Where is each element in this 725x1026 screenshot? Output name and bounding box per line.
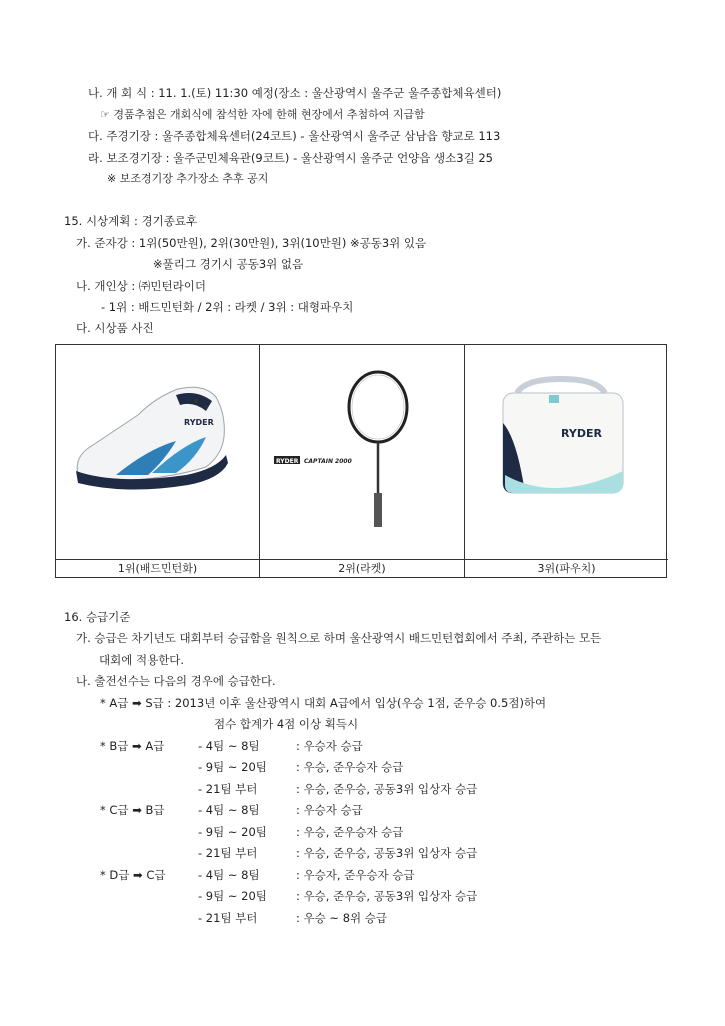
rule: : 우승자 승급	[296, 803, 363, 817]
prize-cell-2	[260, 345, 465, 577]
prize-caption-1: 1위(배드민턴화)	[56, 559, 259, 577]
promotion-rule-1-cont: 대회에 적용한다.	[99, 653, 185, 667]
racket-brand: RYDER	[276, 458, 299, 465]
a-to-s-rule: * A급 ➡ S급 : 2013년 이후 울산광역시 대회 A급에서 입상(우승 1점, 준우승 0.5점)하여	[100, 696, 547, 710]
rule: : 우승자, 준우승자 승급	[296, 868, 415, 882]
individual-prize: 나. 개인상 : ㈜민턴라이더	[76, 279, 206, 293]
range: - 21팀 부터	[198, 782, 258, 796]
prize-money: 가. 준자강 : 1위(50만원), 2위(30만원), 3위(10만원) ※공동3위 있음	[76, 236, 427, 250]
range: - 21팀 부터	[198, 911, 258, 925]
rule: : 우승자 승급	[296, 739, 363, 753]
prize-cell-1	[56, 345, 260, 577]
range: - 4팀 ~ 8팀	[198, 739, 260, 753]
individual-prize-detail: - 1위 : 배드민턴화 / 2위 : 라켓 / 3위 : 대형파우치	[101, 300, 354, 314]
a-to-s-rule-cont: 점수 합계가 4점 이상 획득시	[214, 717, 359, 731]
grade-d-to-c: * D급 ➡ C급	[100, 868, 166, 882]
promotion-rule-2: 나. 출전선수는 다음의 경우에 승급한다.	[76, 674, 276, 688]
rule: : 우승 ~ 8위 승급	[296, 911, 387, 925]
range: - 9팀 ~ 20팀	[198, 760, 267, 774]
sub-venue-note: ※ 보조경기장 추가장소 추후 공지	[107, 172, 269, 185]
prize-photo-table	[55, 344, 667, 578]
lottery-note: ☞ 경품추첨은 개회식에 참석한 자에 한해 현장에서 추첨하여 지급함	[100, 108, 425, 121]
pouch-brand: RYDER	[561, 427, 602, 440]
rule: : 우승, 준우승, 공동3위 입상자 승급	[296, 889, 478, 903]
prize-photo-heading: 다. 시상품 사진	[76, 321, 154, 335]
pouch-image	[465, 345, 668, 559]
prize-caption-3: 3위(파우치)	[465, 559, 668, 577]
sub-venue: 라. 보조경기장 : 울주군민체육관(9코트) - 울산광역시 울주군 언양읍 생소3길 25	[88, 151, 493, 165]
main-venue: 다. 주경기장 : 울주종합체육센터(24코트) - 울산광역시 울주군 삼남읍 향교로 113	[88, 129, 501, 143]
prize-money-note: ※풀리그 경기시 공동3위 없음	[153, 257, 304, 271]
promotion-rule-1: 가. 승급은 차기년도 대회부터 승급함을 원칙으로 하며 울산광역시 배드민턴협회에서 주최, 주관하는 모든	[76, 631, 602, 645]
range: - 21팀 부터	[198, 846, 258, 860]
prize-cell-3	[465, 345, 668, 577]
rule: : 우승, 준우승자 승급	[296, 825, 404, 839]
range: - 4팀 ~ 8팀	[198, 803, 260, 817]
grade-c-to-b: * C급 ➡ B급	[100, 803, 165, 817]
prize-caption-2: 2위(라켓)	[260, 559, 464, 577]
rule: : 우승, 준우승, 공동3위 입상자 승급	[296, 846, 478, 860]
section-16-title: 16. 승급기준	[64, 610, 131, 624]
opening-ceremony: 나. 개 회 식 : 11. 1.(토) 11:30 예정(장소 : 울산광역시 울주군 울주종합체육센터)	[88, 86, 502, 100]
shoe-brand: RYDER	[184, 418, 214, 427]
rule: : 우승, 준우승, 공동3위 입상자 승급	[296, 782, 478, 796]
rule: : 우승, 준우승자 승급	[296, 760, 404, 774]
grade-b-to-a: * B급 ➡ A급	[100, 739, 165, 753]
badminton-shoe-image	[56, 345, 259, 559]
range: - 9팀 ~ 20팀	[198, 889, 267, 903]
range: - 9팀 ~ 20팀	[198, 825, 267, 839]
badminton-racket-image	[260, 345, 464, 559]
section-15-title: 15. 시상계획 : 경기종료후	[64, 214, 198, 228]
range: - 4팀 ~ 8팀	[198, 868, 260, 882]
racket-model: CAPTAIN 2000	[304, 458, 352, 465]
